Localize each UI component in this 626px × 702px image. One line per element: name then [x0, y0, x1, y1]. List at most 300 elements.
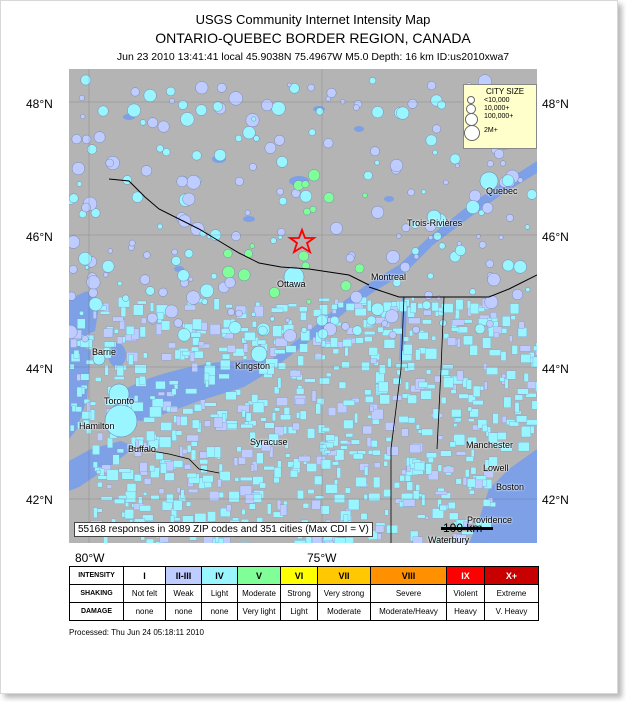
lat-label-42-right: 42°N	[542, 493, 569, 507]
zip-patch	[183, 449, 187, 454]
zip-patch	[343, 339, 352, 346]
zip-patch	[261, 418, 267, 422]
zip-patch	[533, 357, 537, 368]
zip-patch	[451, 328, 459, 332]
city-response-circle	[488, 273, 501, 286]
shaking-cell: Extreme	[485, 585, 539, 603]
zip-patch	[244, 332, 255, 340]
city-response-circle	[82, 336, 89, 343]
zip-patch	[440, 505, 447, 511]
zip-patch	[406, 458, 409, 467]
zip-patch	[324, 450, 330, 453]
zip-patch	[184, 464, 190, 469]
zip-patch	[118, 495, 126, 499]
city-response-circle	[390, 159, 403, 172]
city-response-circle	[408, 189, 415, 196]
city-response-circle	[341, 99, 346, 104]
zip-patch	[408, 318, 420, 324]
city-response-circle	[98, 106, 108, 116]
intensity-row-label: INTENSITY	[70, 567, 124, 585]
lat-label-46-right: 46°N	[542, 230, 569, 244]
zip-patch	[439, 436, 443, 440]
zip-patch	[373, 477, 380, 488]
city-response-circle	[369, 77, 376, 84]
zip-patch	[473, 386, 480, 397]
city-response-circle	[87, 145, 97, 155]
zip-patch	[107, 470, 119, 481]
city-response-circle	[131, 88, 140, 97]
zip-patch	[476, 476, 486, 480]
zip-patch	[505, 379, 508, 389]
zip-patch	[227, 423, 237, 429]
zip-patch	[300, 344, 308, 352]
zip-patch	[290, 470, 297, 477]
city-response-circle	[308, 170, 320, 182]
zip-patch	[220, 360, 230, 370]
city-response-circle	[307, 300, 312, 305]
zip-patch	[448, 502, 455, 509]
zip-patch	[507, 371, 516, 380]
city-response-circle	[455, 164, 459, 168]
zip-patch	[471, 467, 476, 474]
city-response-circle	[146, 287, 155, 296]
zip-patch	[296, 412, 299, 418]
shaking-cell: Weak	[166, 585, 202, 603]
zip-patch	[158, 392, 164, 395]
zip-patch	[353, 454, 363, 459]
zip-patch	[307, 463, 317, 471]
city-response-circle	[412, 326, 419, 333]
zip-patch	[500, 377, 505, 381]
city-response-circle	[527, 190, 537, 200]
zip-patch	[134, 396, 138, 402]
zip-patch	[457, 371, 463, 381]
city-response-circle	[148, 118, 158, 128]
zip-patch	[257, 453, 264, 464]
zip-patch	[333, 349, 339, 354]
zip-patch	[385, 510, 389, 516]
zip-patch	[456, 452, 466, 456]
zip-patch	[465, 469, 469, 477]
zip-patch	[135, 365, 147, 374]
zip-patch	[92, 445, 99, 455]
shaking-cell: Not felt	[124, 585, 166, 603]
lat-label-44-right: 44°N	[542, 362, 569, 376]
zip-patch	[467, 380, 472, 389]
city-response-circle	[299, 251, 309, 261]
city-response-circle	[157, 224, 162, 229]
city-response-circle	[494, 149, 503, 158]
zip-patch	[422, 429, 433, 436]
zip-patch	[260, 483, 266, 488]
zip-patch	[509, 336, 512, 342]
city-response-circle	[183, 193, 195, 205]
city-response-circle	[187, 175, 201, 189]
zip-patch	[451, 390, 456, 394]
zip-patch	[264, 466, 274, 470]
zip-patch	[364, 467, 368, 476]
city-response-circle	[144, 89, 157, 102]
zip-patch	[443, 467, 454, 473]
zip-patch	[219, 464, 223, 472]
intensity-cell: VI	[281, 567, 318, 585]
zip-patch	[405, 382, 409, 390]
city-response-circle	[77, 182, 82, 187]
zip-patch	[191, 450, 196, 460]
zip-patch	[95, 377, 101, 381]
zip-patch	[532, 401, 537, 410]
zip-patch	[98, 482, 103, 487]
legend-label-0: <10,000	[484, 97, 510, 104]
zip-patch	[114, 329, 118, 333]
city-response-circle	[81, 114, 86, 119]
legend-circle-xlarge	[464, 125, 480, 141]
zip-patch	[204, 403, 216, 407]
zip-patch	[419, 382, 428, 387]
city-response-circle	[185, 250, 193, 258]
city-response-circle	[309, 129, 316, 136]
city-response-circle	[304, 208, 311, 215]
zip-patch	[454, 424, 457, 427]
zip-patch	[416, 349, 421, 360]
city-response-circle	[389, 331, 396, 338]
zip-patch	[411, 297, 414, 301]
zip-patch	[396, 364, 407, 368]
place-label: Syracuse	[250, 437, 288, 447]
city-response-circle	[353, 105, 359, 111]
zip-patch	[274, 350, 285, 354]
zip-patch	[419, 332, 429, 339]
city-response-circle	[157, 145, 164, 152]
city-response-circle	[235, 177, 243, 185]
city-response-circle	[412, 248, 419, 255]
zip-patch	[504, 397, 511, 408]
city-response-circle	[89, 288, 98, 297]
zip-patch	[214, 417, 222, 427]
city-response-circle	[69, 292, 76, 301]
city-response-circle	[94, 132, 105, 143]
zip-patch	[468, 419, 474, 422]
city-response-circle	[189, 277, 193, 281]
city-response-circle	[327, 88, 336, 97]
zip-patch	[399, 416, 408, 422]
city-response-circle	[258, 326, 267, 335]
city-response-circle	[302, 181, 309, 188]
zip-patch	[414, 463, 424, 471]
zip-patch	[469, 490, 474, 494]
zip-patch	[271, 308, 283, 312]
zip-patch	[226, 392, 237, 400]
city-response-circle	[271, 238, 277, 244]
zip-patch	[165, 473, 175, 481]
zip-patch	[521, 426, 531, 437]
zip-patch	[473, 400, 483, 405]
zip-patch	[486, 367, 498, 374]
zip-patch	[156, 452, 163, 459]
zip-patch	[426, 464, 432, 475]
city-response-circle	[235, 135, 242, 142]
city-response-circle	[69, 236, 80, 249]
zip-patch	[379, 382, 389, 392]
city-response-circle	[518, 178, 523, 183]
city-response-circle	[342, 323, 350, 331]
place-label: Boston	[496, 482, 525, 492]
city-response-circle	[85, 265, 89, 269]
zip-patch	[251, 465, 254, 472]
city-response-circle	[106, 159, 114, 167]
zip-patch	[214, 299, 219, 310]
zip-patch	[296, 399, 305, 405]
legend-circle-small	[467, 96, 475, 104]
zip-patch	[117, 449, 124, 453]
zip-patch	[418, 430, 422, 434]
zip-patch	[365, 390, 372, 395]
zip-patch	[456, 300, 463, 310]
zip-patch	[515, 402, 519, 412]
place-label: Hamilton	[79, 421, 115, 431]
zip-patch	[274, 408, 279, 411]
zip-patch	[409, 330, 412, 336]
city-response-circle	[103, 272, 108, 277]
zip-patch	[331, 338, 338, 348]
city-response-circle	[270, 317, 275, 322]
zip-patch	[185, 305, 196, 310]
zip-patch	[367, 300, 371, 311]
zip-patch	[421, 391, 432, 400]
city-response-circle	[251, 312, 256, 317]
zip-patch	[456, 418, 462, 421]
city-response-circle	[487, 161, 493, 167]
zip-patch	[451, 409, 461, 417]
zip-patch	[144, 417, 155, 422]
city-response-circle	[250, 244, 255, 249]
zip-patch	[222, 413, 226, 422]
city-response-circle	[69, 194, 78, 203]
zip-patch	[190, 352, 195, 361]
zip-patch	[312, 500, 321, 509]
zip-patch	[240, 543, 250, 544]
zip-patch	[186, 389, 197, 394]
zip-patch	[97, 433, 102, 441]
intensity-cell: X+	[485, 567, 539, 585]
zip-patch	[373, 450, 381, 455]
zip-patch	[194, 404, 202, 411]
zip-patch	[303, 503, 309, 508]
city-response-circle	[140, 275, 150, 285]
city-response-circle	[506, 214, 513, 221]
shaking-cell: Severe	[371, 585, 447, 603]
zip-patch	[432, 336, 436, 340]
zip-patch	[490, 312, 496, 318]
zip-patch	[326, 435, 335, 441]
city-response-circle	[350, 291, 362, 303]
zip-patch	[533, 346, 537, 351]
zip-patch	[298, 356, 304, 366]
zip-patch	[356, 338, 364, 344]
city-size-legend	[463, 84, 537, 149]
zip-patch	[502, 316, 510, 326]
zip-patch	[322, 427, 330, 431]
zip-patch	[278, 363, 286, 369]
city-response-circle	[79, 95, 84, 100]
city-response-circle	[82, 203, 91, 212]
zip-patch	[121, 306, 126, 317]
zip-patch	[341, 446, 348, 450]
zip-patch	[161, 422, 172, 430]
damage-cell: Moderate/Heavy	[371, 603, 447, 621]
zip-patch	[203, 475, 214, 482]
zip-patch	[277, 398, 288, 406]
city-response-circle	[272, 102, 286, 116]
city-response-circle	[277, 156, 288, 167]
zip-patch	[242, 410, 245, 417]
city-response-circle	[141, 166, 152, 177]
zip-patch	[425, 516, 428, 519]
zip-patch	[125, 509, 134, 518]
city-response-circle	[450, 154, 460, 164]
city-response-circle	[72, 134, 82, 144]
zip-patch	[371, 359, 377, 364]
city-response-circle	[89, 298, 102, 311]
city-response-circle	[500, 161, 505, 166]
city-response-circle	[330, 222, 342, 234]
zip-patch	[299, 307, 307, 312]
city-response-circle	[202, 299, 208, 305]
city-response-circle	[353, 326, 363, 336]
zip-patch	[133, 305, 143, 315]
intensity-row	[70, 567, 539, 585]
zip-patch	[364, 331, 375, 334]
zip-patch	[337, 468, 341, 479]
city-response-circle	[214, 149, 226, 161]
zip-patch	[117, 366, 124, 376]
zip-patch	[422, 320, 431, 324]
legend-label-3: 2M+	[484, 127, 498, 134]
city-response-circle	[285, 318, 289, 322]
city-response-circle	[72, 162, 85, 175]
zip-patch	[466, 457, 474, 462]
zip-patch	[370, 407, 374, 412]
zip-patch	[107, 437, 113, 448]
zip-patch	[450, 442, 456, 447]
zip-patch	[501, 352, 506, 361]
intensity-cell: VII	[318, 567, 371, 585]
zip-patch	[312, 536, 323, 543]
zip-patch	[218, 479, 222, 487]
zip-patch	[335, 299, 339, 305]
zip-patch	[188, 489, 198, 493]
zip-patch	[400, 475, 405, 481]
zip-patch	[193, 319, 202, 330]
zip-patch	[407, 482, 413, 491]
zip-patch	[441, 451, 452, 457]
zip-patch	[192, 420, 199, 429]
city-response-circle	[252, 117, 256, 121]
processed-timestamp: Processed: Thu Jun 24 05:18:11 2010	[69, 628, 204, 637]
city-response-circle	[82, 135, 91, 144]
zip-patch	[300, 411, 306, 420]
legend-label-1: 10,000+	[484, 105, 510, 112]
lat-label-46-left: 46°N	[26, 230, 53, 244]
zip-patch	[348, 499, 359, 510]
city-response-circle	[486, 260, 494, 268]
zip-patch	[293, 423, 300, 430]
zip-patch	[280, 415, 290, 420]
zip-patch	[159, 437, 171, 448]
city-response-circle	[102, 260, 114, 272]
zip-patch	[402, 429, 409, 437]
zip-patch	[384, 340, 395, 349]
zip-patch	[137, 301, 146, 304]
zip-patch	[274, 467, 281, 477]
zip-patch	[107, 485, 112, 489]
zip-patch	[244, 344, 248, 353]
zip-patch	[77, 387, 82, 397]
zip-patch	[315, 496, 324, 499]
zip-patch	[152, 399, 163, 408]
city-response-circle	[108, 249, 113, 254]
zip-patch	[81, 374, 90, 380]
damage-cell: Light	[281, 603, 318, 621]
zip-patch	[169, 381, 178, 385]
zip-patch	[252, 395, 258, 403]
zip-patch	[210, 414, 218, 417]
zip-patch	[345, 347, 349, 356]
zip-patch	[315, 353, 322, 358]
place-label: Toronto	[104, 396, 135, 406]
zip-patch	[520, 346, 531, 352]
zip-patch	[86, 360, 94, 364]
city-response-circle	[172, 249, 178, 255]
zip-patch	[254, 494, 262, 502]
lat-label-48-left: 48°N	[26, 97, 53, 111]
place-label: Montreal	[371, 272, 407, 282]
shaking-cell: Strong	[281, 585, 318, 603]
zip-patch	[77, 319, 85, 329]
zip-patch	[386, 437, 391, 441]
zip-patch	[343, 400, 355, 405]
zip-patch	[435, 376, 441, 382]
zip-patch	[156, 381, 166, 389]
zip-patch	[435, 491, 447, 494]
city-response-circle	[186, 291, 200, 305]
zip-patch	[301, 312, 307, 320]
zip-patch	[316, 404, 321, 414]
zip-patch	[299, 456, 311, 462]
city-response-circle	[486, 320, 493, 327]
zip-patch	[226, 505, 231, 511]
zip-patch	[200, 460, 208, 465]
zip-patch	[139, 376, 145, 384]
city-response-circle	[385, 310, 398, 323]
zip-patch	[94, 508, 98, 518]
zip-patch	[422, 495, 425, 506]
zip-patch	[518, 442, 529, 451]
city-response-circle	[79, 311, 84, 316]
city-response-circle	[525, 225, 530, 230]
city-response-circle	[211, 273, 217, 279]
zip-patch	[443, 377, 453, 388]
zip-patch	[126, 326, 134, 335]
zip-patch	[338, 302, 344, 307]
city-size-title: CITY SIZE	[486, 87, 525, 96]
city-response-circle	[341, 281, 351, 291]
scale-bar-label: 100 km	[443, 521, 483, 535]
intensity-cell: II-III	[166, 567, 202, 585]
city-response-circle	[375, 160, 380, 165]
zip-patch	[308, 324, 312, 329]
place-label: Waterbury	[428, 535, 470, 545]
